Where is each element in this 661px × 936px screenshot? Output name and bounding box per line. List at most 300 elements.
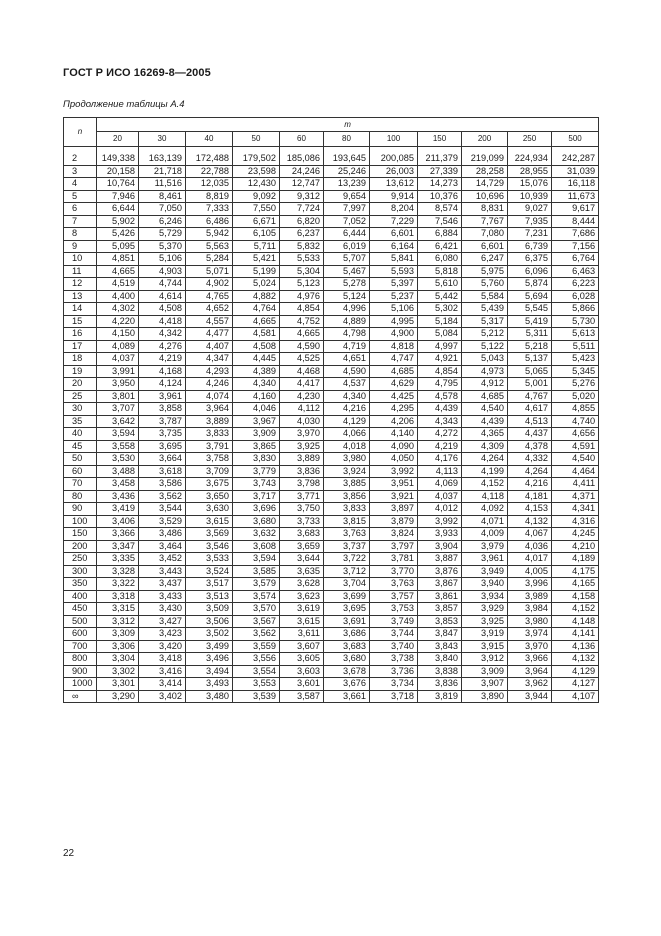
value-cell: 4,995 <box>370 315 418 328</box>
value-cell: 22,788 <box>186 165 233 178</box>
table-row <box>64 628 599 641</box>
value-cell: 3,436 <box>97 490 139 503</box>
value-cell: 3,924 <box>324 465 370 478</box>
value-cell: 6,421 <box>418 240 462 253</box>
value-cell: 3,964 <box>508 665 552 678</box>
value-cell: 4,764 <box>233 303 280 316</box>
value-cell: 4,513 <box>508 415 552 428</box>
value-cell: 5,729 <box>139 228 186 241</box>
value-cell: 5,095 <box>97 240 139 253</box>
value-cell: 5,001 <box>508 378 552 391</box>
value-cell: 3,758 <box>186 453 233 466</box>
value-cell: 4,445 <box>233 353 280 366</box>
value-cell: 5,707 <box>324 253 370 266</box>
value-cell: 4,216 <box>324 403 370 416</box>
value-cell: 4,744 <box>139 278 186 291</box>
value-cell: 5,020 <box>552 390 599 403</box>
table-row <box>64 203 599 216</box>
table-row <box>64 278 599 291</box>
value-cell: 4,066 <box>324 428 370 441</box>
value-cell: 4,437 <box>508 428 552 441</box>
value-cell: 10,939 <box>508 190 552 203</box>
page-number: 22 <box>63 848 75 859</box>
value-cell: 5,545 <box>508 303 552 316</box>
value-cell: 3,615 <box>280 615 324 628</box>
value-cell: 4,168 <box>139 365 186 378</box>
value-cell: 3,718 <box>370 690 418 703</box>
value-cell: 4,617 <box>508 403 552 416</box>
value-cell: 6,028 <box>552 290 599 303</box>
value-cell: 4,882 <box>233 290 280 303</box>
value-cell: 4,652 <box>186 303 233 316</box>
value-cell: 4,854 <box>418 365 462 378</box>
value-cell: 4,264 <box>462 453 508 466</box>
value-cell: 4,050 <box>370 453 418 466</box>
value-cell: 4,477 <box>186 328 233 341</box>
value-cell: 4,340 <box>324 390 370 403</box>
value-cell: 3,919 <box>462 628 508 641</box>
value-cell: 4,525 <box>280 353 324 366</box>
value-cell: 3,980 <box>508 615 552 628</box>
value-cell: 3,885 <box>324 478 370 491</box>
value-cell: 4,468 <box>280 365 324 378</box>
value-cell: 7,050 <box>139 203 186 216</box>
row-n-cell: 800 <box>64 653 97 666</box>
value-cell: 4,854 <box>280 303 324 316</box>
value-cell: 3,517 <box>186 578 233 591</box>
value-cell: 3,961 <box>462 553 508 566</box>
value-cell: 4,037 <box>418 490 462 503</box>
row-n-cell: 300 <box>64 565 97 578</box>
value-cell: 6,644 <box>97 203 139 216</box>
value-cell: 3,556 <box>233 653 280 666</box>
value-cell: 3,801 <box>97 390 139 403</box>
row-n-cell: 30 <box>64 403 97 416</box>
value-cell: 5,124 <box>324 290 370 303</box>
value-cell: 4,540 <box>462 403 508 416</box>
value-cell: 4,206 <box>370 415 418 428</box>
value-cell: 4,230 <box>280 390 324 403</box>
value-cell: 7,767 <box>462 215 508 228</box>
value-cell: 3,735 <box>139 428 186 441</box>
row-n-cell: 70 <box>64 478 97 491</box>
value-cell: 5,278 <box>324 278 370 291</box>
table-row <box>64 540 599 553</box>
value-cell: 3,605 <box>280 653 324 666</box>
row-n-cell: 50 <box>64 453 97 466</box>
value-cell: 4,037 <box>97 353 139 366</box>
value-cell: 3,887 <box>418 553 462 566</box>
value-cell: 3,830 <box>233 453 280 466</box>
value-cell: 3,318 <box>97 590 139 603</box>
value-cell: 4,071 <box>462 515 508 528</box>
value-cell: 4,181 <box>508 490 552 503</box>
table-row <box>64 365 599 378</box>
value-cell: 15,076 <box>508 178 552 191</box>
table-row <box>64 390 599 403</box>
value-cell: 7,231 <box>508 228 552 241</box>
value-cell: 5,866 <box>552 303 599 316</box>
value-cell: 26,003 <box>370 165 418 178</box>
value-cell: 4,685 <box>462 390 508 403</box>
table-body <box>64 147 599 703</box>
value-cell: 4,340 <box>233 378 280 391</box>
value-cell: 5,584 <box>462 290 508 303</box>
value-cell: 3,929 <box>462 603 508 616</box>
value-cell: 3,680 <box>324 653 370 666</box>
row-n-cell: 2 <box>64 147 97 166</box>
value-cell: 4,767 <box>508 390 552 403</box>
value-cell: 5,421 <box>233 253 280 266</box>
table-row <box>64 603 599 616</box>
value-cell: 242,287 <box>552 147 599 166</box>
value-cell: 5,071 <box>186 265 233 278</box>
row-n-cell: ∞ <box>64 690 97 703</box>
value-cell: 3,615 <box>186 515 233 528</box>
value-cell: 3,496 <box>186 653 233 666</box>
value-cell: 3,940 <box>462 578 508 591</box>
row-n-cell: 500 <box>64 615 97 628</box>
value-cell: 4,150 <box>97 328 139 341</box>
value-cell: 224,934 <box>508 147 552 166</box>
table-row <box>64 503 599 516</box>
value-cell: 12,430 <box>233 178 280 191</box>
value-cell: 3,824 <box>370 528 418 541</box>
value-cell: 4,036 <box>508 540 552 553</box>
table-row <box>64 240 599 253</box>
value-cell: 6,080 <box>418 253 462 266</box>
value-cell: 13,239 <box>324 178 370 191</box>
value-cell: 7,997 <box>324 203 370 216</box>
value-cell: 3,853 <box>418 615 462 628</box>
value-cell: 3,961 <box>139 390 186 403</box>
value-cell: 11,673 <box>552 190 599 203</box>
value-cell: 3,533 <box>186 553 233 566</box>
value-cell: 3,909 <box>462 665 508 678</box>
value-cell: 4,389 <box>233 365 280 378</box>
value-cell: 9,654 <box>324 190 370 203</box>
value-cell: 4,902 <box>186 278 233 291</box>
row-n-cell: 25 <box>64 390 97 403</box>
value-cell: 3,309 <box>97 628 139 641</box>
value-cell: 3,889 <box>280 453 324 466</box>
row-n-cell: 350 <box>64 578 97 591</box>
row-n-cell: 6 <box>64 203 97 216</box>
value-cell: 3,530 <box>97 453 139 466</box>
value-cell: 4,219 <box>418 440 462 453</box>
value-cell: 4,017 <box>508 553 552 566</box>
value-cell: 5,184 <box>418 315 462 328</box>
table-row <box>64 178 599 191</box>
tolerance-factor-table <box>63 117 599 703</box>
value-cell: 3,857 <box>418 603 462 616</box>
value-cell: 3,781 <box>370 553 418 566</box>
value-cell: 3,743 <box>233 478 280 491</box>
value-cell: 4,176 <box>418 453 462 466</box>
table-row <box>64 478 599 491</box>
value-cell: 4,046 <box>233 403 280 416</box>
value-cell: 4,118 <box>462 490 508 503</box>
value-cell: 3,704 <box>324 578 370 591</box>
value-cell: 4,439 <box>462 415 508 428</box>
value-cell: 3,904 <box>418 540 462 553</box>
value-cell: 4,900 <box>370 328 418 341</box>
value-cell: 3,558 <box>97 440 139 453</box>
value-cell: 3,757 <box>370 590 418 603</box>
value-cell: 4,140 <box>370 428 418 441</box>
value-cell: 3,659 <box>280 540 324 553</box>
value-cell: 4,175 <box>552 565 599 578</box>
value-cell: 5,730 <box>552 315 599 328</box>
value-cell: 3,749 <box>370 615 418 628</box>
table-row <box>64 565 599 578</box>
value-cell: 3,423 <box>139 628 186 641</box>
value-cell: 4,009 <box>462 528 508 541</box>
value-cell: 4,124 <box>139 378 186 391</box>
table-row <box>64 378 599 391</box>
value-cell: 4,272 <box>418 428 462 441</box>
value-cell: 4,158 <box>552 590 599 603</box>
value-cell: 4,411 <box>552 478 599 491</box>
table-row <box>64 428 599 441</box>
value-cell: 8,461 <box>139 190 186 203</box>
value-cell: 5,237 <box>370 290 418 303</box>
value-cell: 4,912 <box>462 378 508 391</box>
value-cell: 6,164 <box>370 240 418 253</box>
value-cell: 3,867 <box>418 578 462 591</box>
value-cell: 3,430 <box>139 603 186 616</box>
table-row <box>64 165 599 178</box>
row-n-cell: 20 <box>64 378 97 391</box>
value-cell: 3,836 <box>280 465 324 478</box>
value-cell: 3,836 <box>418 678 462 691</box>
value-cell: 5,370 <box>139 240 186 253</box>
value-cell: 3,290 <box>97 690 139 703</box>
value-cell: 5,123 <box>280 278 324 291</box>
value-cell: 4,719 <box>324 340 370 353</box>
value-cell: 3,601 <box>280 678 324 691</box>
value-cell: 6,096 <box>508 265 552 278</box>
value-cell: 6,223 <box>552 278 599 291</box>
value-cell: 10,376 <box>418 190 462 203</box>
value-cell: 3,619 <box>280 603 324 616</box>
value-cell: 3,315 <box>97 603 139 616</box>
value-cell: 4,153 <box>508 503 552 516</box>
value-cell: 8,574 <box>418 203 462 216</box>
value-cell: 3,402 <box>139 690 186 703</box>
value-cell: 3,312 <box>97 615 139 628</box>
value-cell: 3,587 <box>280 690 324 703</box>
value-cell: 4,341 <box>552 503 599 516</box>
column-header-m: 60 <box>280 132 324 147</box>
value-cell: 4,508 <box>233 340 280 353</box>
value-cell: 4,656 <box>552 428 599 441</box>
value-cell: 4,216 <box>508 478 552 491</box>
value-cell: 6,444 <box>324 228 370 241</box>
value-cell: 28,258 <box>462 165 508 178</box>
column-header-m: 200 <box>462 132 508 147</box>
value-cell: 185,086 <box>280 147 324 166</box>
value-cell: 4,113 <box>418 465 462 478</box>
value-cell: 3,544 <box>139 503 186 516</box>
value-cell: 5,841 <box>370 253 418 266</box>
value-cell: 3,909 <box>233 428 280 441</box>
value-cell: 4,127 <box>552 678 599 691</box>
value-cell: 3,683 <box>280 528 324 541</box>
value-cell: 5,284 <box>186 253 233 266</box>
value-cell: 3,642 <box>97 415 139 428</box>
value-cell: 3,734 <box>370 678 418 691</box>
value-cell: 4,921 <box>418 353 462 366</box>
value-cell: 6,463 <box>552 265 599 278</box>
value-cell: 6,237 <box>280 228 324 241</box>
value-cell: 4,590 <box>280 340 324 353</box>
value-cell: 3,798 <box>280 478 324 491</box>
value-cell: 3,579 <box>233 578 280 591</box>
row-n-cell: 600 <box>64 628 97 641</box>
value-cell: 5,563 <box>186 240 233 253</box>
value-cell: 3,763 <box>370 578 418 591</box>
value-cell: 3,699 <box>324 590 370 603</box>
row-n-cell: 17 <box>64 340 97 353</box>
value-cell: 4,765 <box>186 290 233 303</box>
row-n-cell: 80 <box>64 490 97 503</box>
value-cell: 3,984 <box>508 603 552 616</box>
value-cell: 9,617 <box>552 203 599 216</box>
value-cell: 7,080 <box>462 228 508 241</box>
table-row <box>64 315 599 328</box>
value-cell: 4,152 <box>462 478 508 491</box>
table-row <box>64 440 599 453</box>
value-cell: 12,747 <box>280 178 324 191</box>
value-cell: 5,218 <box>508 340 552 353</box>
value-cell: 3,661 <box>324 690 370 703</box>
value-cell: 3,567 <box>233 615 280 628</box>
value-cell: 6,105 <box>233 228 280 241</box>
value-cell: 3,539 <box>233 690 280 703</box>
value-cell: 3,650 <box>186 490 233 503</box>
value-cell: 4,092 <box>462 503 508 516</box>
table-row <box>64 328 599 341</box>
value-cell: 3,608 <box>233 540 280 553</box>
value-cell: 3,586 <box>139 478 186 491</box>
value-cell: 5,442 <box>418 290 462 303</box>
value-cell: 5,199 <box>233 265 280 278</box>
row-n-cell: 8 <box>64 228 97 241</box>
table-row <box>64 490 599 503</box>
value-cell: 6,019 <box>324 240 370 253</box>
value-cell: 3,962 <box>508 678 552 691</box>
value-cell: 14,273 <box>418 178 462 191</box>
value-cell: 3,833 <box>186 428 233 441</box>
value-cell: 9,092 <box>233 190 280 203</box>
value-cell: 4,347 <box>186 353 233 366</box>
value-cell: 6,486 <box>186 215 233 228</box>
value-cell: 3,907 <box>462 678 508 691</box>
table-row <box>64 590 599 603</box>
value-cell: 4,889 <box>324 315 370 328</box>
value-cell: 3,644 <box>280 553 324 566</box>
table-row <box>64 665 599 678</box>
value-cell: 5,276 <box>552 378 599 391</box>
value-cell: 13,612 <box>370 178 418 191</box>
value-cell: 5,818 <box>418 265 462 278</box>
row-n-cell: 90 <box>64 503 97 516</box>
value-cell: 6,247 <box>462 253 508 266</box>
table-row <box>64 453 599 466</box>
value-cell: 4,332 <box>508 453 552 466</box>
value-cell: 5,137 <box>508 353 552 366</box>
value-cell: 3,322 <box>97 578 139 591</box>
value-cell: 3,502 <box>186 628 233 641</box>
value-cell: 3,628 <box>280 578 324 591</box>
value-cell: 3,856 <box>324 490 370 503</box>
value-cell: 4,112 <box>280 403 324 416</box>
value-cell: 3,707 <box>97 403 139 416</box>
value-cell: 3,934 <box>462 590 508 603</box>
value-cell: 4,067 <box>508 528 552 541</box>
value-cell: 4,973 <box>462 365 508 378</box>
row-n-cell: 11 <box>64 265 97 278</box>
value-cell: 4,798 <box>324 328 370 341</box>
value-cell: 3,554 <box>233 665 280 678</box>
value-cell: 14,729 <box>462 178 508 191</box>
value-cell: 3,695 <box>324 603 370 616</box>
value-cell: 4,591 <box>552 440 599 453</box>
value-cell: 3,950 <box>97 378 139 391</box>
value-cell: 3,570 <box>233 603 280 616</box>
value-cell: 3,406 <box>97 515 139 528</box>
value-cell: 3,683 <box>324 640 370 653</box>
value-cell: 3,996 <box>508 578 552 591</box>
value-cell: 5,084 <box>418 328 462 341</box>
table-row <box>64 578 599 591</box>
m-column-header: m <box>97 118 599 132</box>
table-row <box>64 340 599 353</box>
value-cell: 3,738 <box>370 653 418 666</box>
value-cell: 5,533 <box>280 253 324 266</box>
value-cell: 3,722 <box>324 553 370 566</box>
table-row <box>64 303 599 316</box>
value-cell: 4,685 <box>370 365 418 378</box>
value-cell: 3,740 <box>370 640 418 653</box>
table-row <box>64 290 599 303</box>
value-cell: 5,613 <box>552 328 599 341</box>
value-cell: 5,902 <box>97 215 139 228</box>
value-cell: 4,018 <box>324 440 370 453</box>
value-cell: 3,420 <box>139 640 186 653</box>
value-cell: 4,581 <box>233 328 280 341</box>
value-cell: 4,407 <box>186 340 233 353</box>
value-cell: 7,724 <box>280 203 324 216</box>
value-cell: 3,712 <box>324 565 370 578</box>
value-cell: 5,419 <box>508 315 552 328</box>
value-cell: 4,165 <box>552 578 599 591</box>
column-header-m: 500 <box>552 132 599 147</box>
value-cell: 3,890 <box>462 690 508 703</box>
value-cell: 3,574 <box>233 590 280 603</box>
value-cell: 5,467 <box>324 265 370 278</box>
value-cell: 4,030 <box>280 415 324 428</box>
value-cell: 3,427 <box>139 615 186 628</box>
value-cell: 4,309 <box>462 440 508 453</box>
value-cell: 219,099 <box>462 147 508 166</box>
value-cell: 3,569 <box>186 528 233 541</box>
row-n-cell: 4 <box>64 178 97 191</box>
value-cell: 3,458 <box>97 478 139 491</box>
value-cell: 3,306 <box>97 640 139 653</box>
value-cell: 5,975 <box>462 265 508 278</box>
